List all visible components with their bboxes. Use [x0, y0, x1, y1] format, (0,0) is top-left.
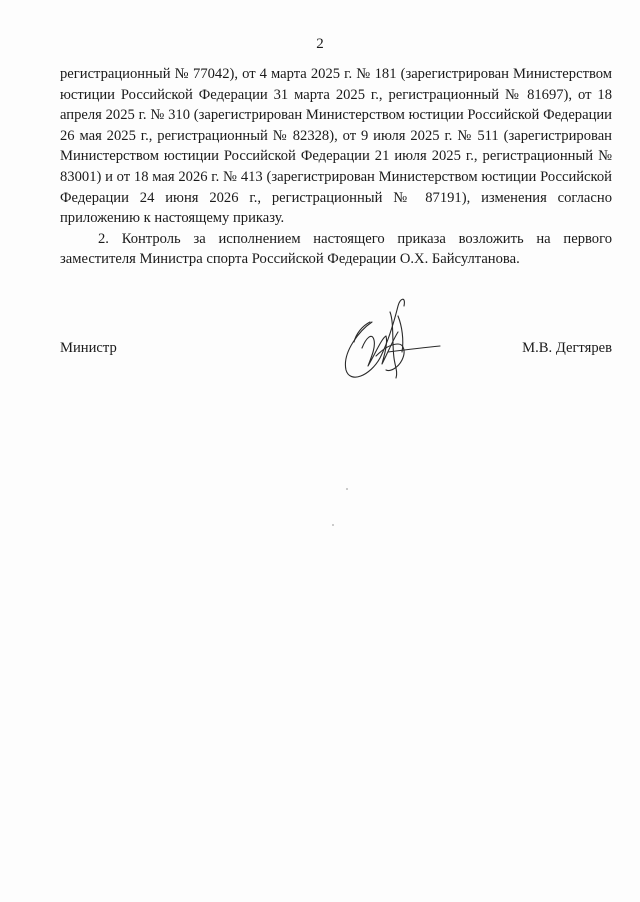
- signatory-name: М.В. Дегтярев: [522, 340, 612, 356]
- scan-speck: [332, 524, 334, 526]
- paragraph-control: 2. Контроль за исполнением настоящего приказа возложить на первого заместителя Министра спорта Российской Федерации О.Х. Байсултанова.: [60, 230, 612, 268]
- scan-speck: [346, 488, 348, 490]
- handwritten-signature: [332, 292, 442, 384]
- signatory-title: Министр: [60, 340, 117, 356]
- document-body: [60, 64, 612, 270]
- paragraph-amendments: регистрационный № 77042), от 4 марта 2025 г. № 181 (зарегистрирован Министерством юстиции Российской Федерации 31 марта 2025 г., регистрационный № 81697), от 18 апреля 2025 г. № 310 (зарегистрирован Министерством юстиции Российской Федерации 26 мая 2025 г., регистрационный № 82328), от 9 июля 2025 г. № 511 (зарегистрирован Министерством юстиции Российской Федерации 21 июля 2025 г., регистрационный № 83001) и от 18 мая 2026 г. № 413 (зарегистрирован Министерством юстиции Российской Федерации 24 июня 2026 г., регистрационный № 87191), изменения согласно приложению к настоящему приказу.: [60, 66, 612, 227]
- page-number: 2: [316, 36, 324, 52]
